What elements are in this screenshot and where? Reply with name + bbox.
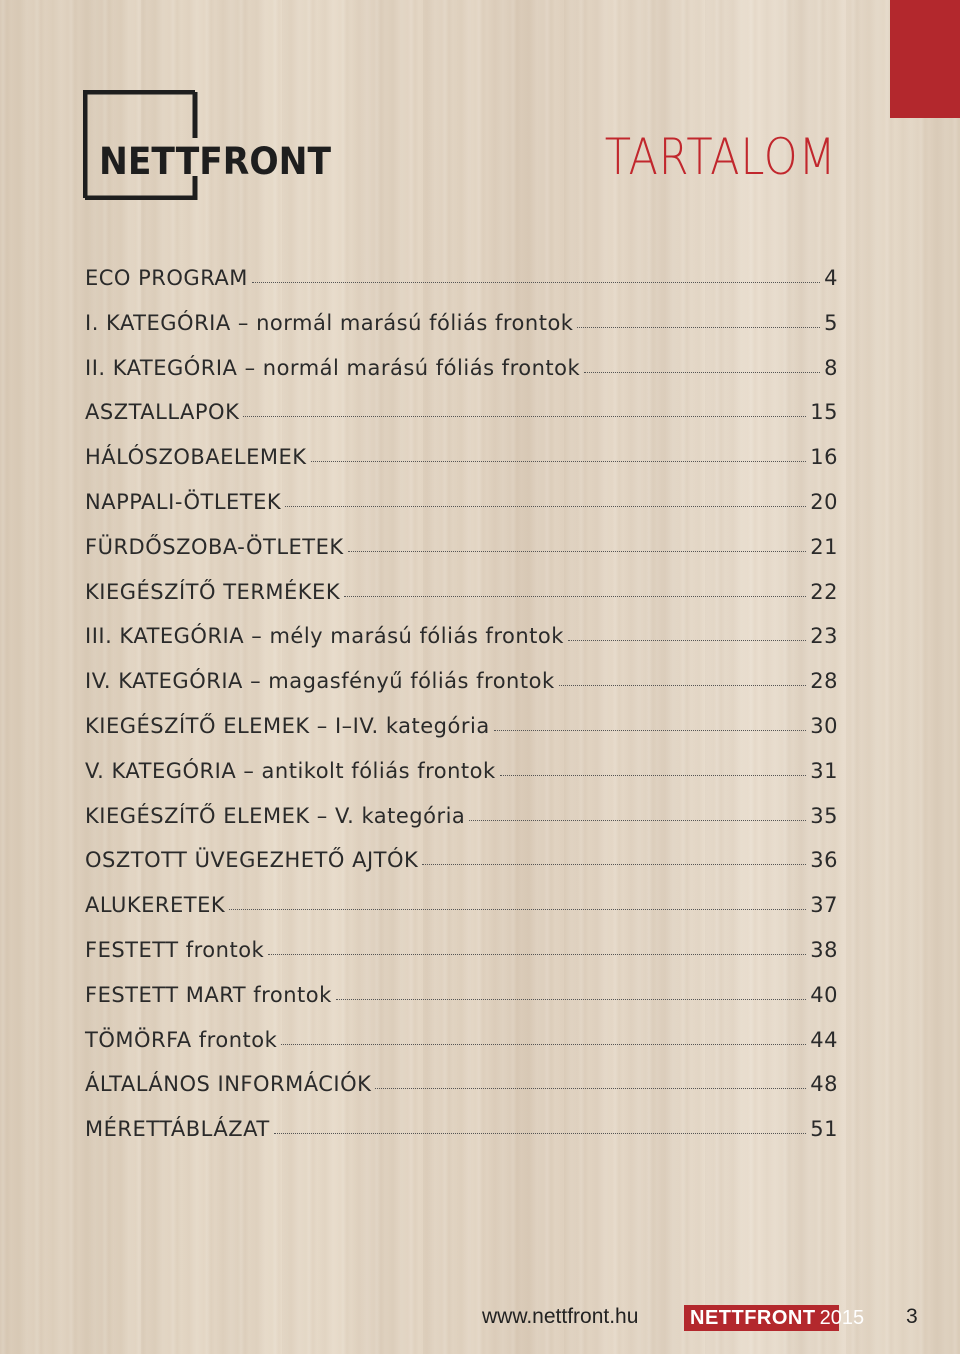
toc-entry-page: 30 xyxy=(810,713,838,738)
toc-dot-leader xyxy=(568,637,806,641)
toc-entry-title: FESTETT frontok xyxy=(85,937,265,962)
toc-dot-leader xyxy=(375,1085,806,1089)
toc-dot-leader xyxy=(500,772,807,776)
toc-dot-leader xyxy=(348,548,807,552)
toc-entry[interactable] xyxy=(85,535,838,580)
toc-dot-leader xyxy=(243,413,806,417)
svg-text:NETTFRONT: NETTFRONT xyxy=(99,140,332,183)
toc-entry-page: 28 xyxy=(810,669,838,694)
toc-entry-title: ECO PROGRAM xyxy=(85,266,248,290)
toc-entry-page: 37 xyxy=(810,893,838,918)
footer-website-link[interactable]: www.nettfront.hu xyxy=(482,1305,639,1328)
toc-entry[interactable] xyxy=(85,938,838,983)
toc-entry-page: 8 xyxy=(824,355,838,380)
toc-entry-page: 20 xyxy=(810,489,838,514)
toc-entry-page: 40 xyxy=(810,982,838,1007)
toc-entry-page: 16 xyxy=(810,445,838,470)
toc-entry-title: KIEGÉSZÍTŐ ELEMEK – V. kategória xyxy=(85,803,466,828)
toc-entry[interactable] xyxy=(85,1028,838,1073)
toc-entry-title: FESTETT MART frontok xyxy=(85,982,332,1007)
toc-entry[interactable] xyxy=(85,311,838,356)
toc-entry-title: ALUKERETEK xyxy=(85,893,226,918)
toc-entry-page: 15 xyxy=(810,400,838,425)
corner-color-tab xyxy=(890,0,960,118)
toc-entry-page: 23 xyxy=(810,624,838,649)
toc-entry-title: HÁLÓSZOBAELEMEK xyxy=(85,445,307,470)
table-of-contents xyxy=(85,266,838,1162)
toc-entry-page: 48 xyxy=(810,1072,838,1097)
toc-entry[interactable] xyxy=(85,804,838,849)
toc-entry-page: 5 xyxy=(824,310,838,335)
toc-entry[interactable] xyxy=(85,669,838,714)
toc-entry-title: I. KATEGÓRIA – normál marású fóliás frontok xyxy=(85,310,574,335)
toc-entry[interactable] xyxy=(85,893,838,938)
toc-dot-leader xyxy=(252,279,820,283)
toc-entry[interactable] xyxy=(85,759,838,804)
toc-entry-title: ASZTALLAPOK xyxy=(85,400,240,425)
toc-entry-page: 38 xyxy=(810,937,838,962)
toc-entry[interactable] xyxy=(85,1117,838,1162)
nettfront-logo xyxy=(83,90,333,200)
toc-dot-leader xyxy=(311,458,807,462)
toc-dot-leader xyxy=(469,817,806,821)
toc-dot-leader xyxy=(422,861,806,865)
toc-entry[interactable] xyxy=(85,266,838,311)
toc-entry-title: ÁLTALÁNOS INFORMÁCIÓK xyxy=(85,1072,372,1097)
footer-brand: NETTFRONT xyxy=(690,1306,816,1329)
toc-dot-leader xyxy=(494,727,807,731)
toc-dot-leader xyxy=(336,996,807,1000)
toc-entry-title: FÜRDŐSZOBA-ÖTLETEK xyxy=(85,534,344,559)
toc-dot-leader xyxy=(229,906,806,910)
toc-entry-page: 4 xyxy=(824,266,838,290)
toc-dot-leader xyxy=(268,951,806,955)
toc-dot-leader xyxy=(281,1041,806,1045)
toc-dot-leader xyxy=(584,369,820,373)
toc-entry[interactable] xyxy=(85,848,838,893)
toc-entry[interactable] xyxy=(85,400,838,445)
page-number: 3 xyxy=(906,1305,918,1328)
toc-entry[interactable] xyxy=(85,490,838,535)
toc-dot-leader xyxy=(344,593,806,597)
toc-entry-title: MÉRETTÁBLÁZAT xyxy=(85,1117,270,1142)
toc-entry[interactable] xyxy=(85,1072,838,1117)
toc-dot-leader xyxy=(559,682,807,686)
toc-entry-title: V. KATEGÓRIA – antikolt fóliás frontok xyxy=(85,758,496,783)
toc-entry-page: 22 xyxy=(810,579,838,604)
toc-entry[interactable] xyxy=(85,445,838,490)
toc-entry[interactable] xyxy=(85,356,838,401)
toc-entry-title: IV. KATEGÓRIA – magasfényű fóliás frontok xyxy=(85,669,555,694)
toc-dot-leader xyxy=(285,503,806,507)
toc-entry-title: KIEGÉSZÍTŐ ELEMEK – I–IV. kategória xyxy=(85,713,490,738)
toc-entry[interactable] xyxy=(85,714,838,759)
toc-dot-leader xyxy=(577,324,820,328)
footer xyxy=(0,1303,960,1333)
page-title: TARTALOM xyxy=(604,128,836,186)
toc-entry-page: 36 xyxy=(810,848,838,873)
toc-entry-title: II. KATEGÓRIA – normál marású fóliás frontok xyxy=(85,355,581,380)
toc-entry-title: OSZTOTT ÜVEGEZHETŐ AJTÓK xyxy=(85,848,419,873)
toc-entry[interactable] xyxy=(85,624,838,669)
toc-entry-page: 31 xyxy=(810,758,838,783)
toc-entry-page: 35 xyxy=(810,803,838,828)
toc-entry-page: 21 xyxy=(810,534,838,559)
toc-entry-title: KIEGÉSZÍTŐ TERMÉKEK xyxy=(85,579,341,604)
toc-entry[interactable] xyxy=(85,580,838,625)
toc-entry-page: 51 xyxy=(810,1117,838,1142)
footer-brand-badge xyxy=(684,1305,865,1331)
toc-dot-leader xyxy=(274,1130,807,1134)
toc-entry-title: TÖMÖRFA frontok xyxy=(85,1027,278,1052)
toc-entry[interactable] xyxy=(85,983,838,1028)
footer-year: 2015 xyxy=(819,1306,865,1329)
toc-entry-page: 44 xyxy=(810,1027,838,1052)
toc-entry-title: III. KATEGÓRIA – mély marású fóliás frontok xyxy=(85,624,564,649)
toc-entry-title: NAPPALI-ÖTLETEK xyxy=(85,489,282,514)
